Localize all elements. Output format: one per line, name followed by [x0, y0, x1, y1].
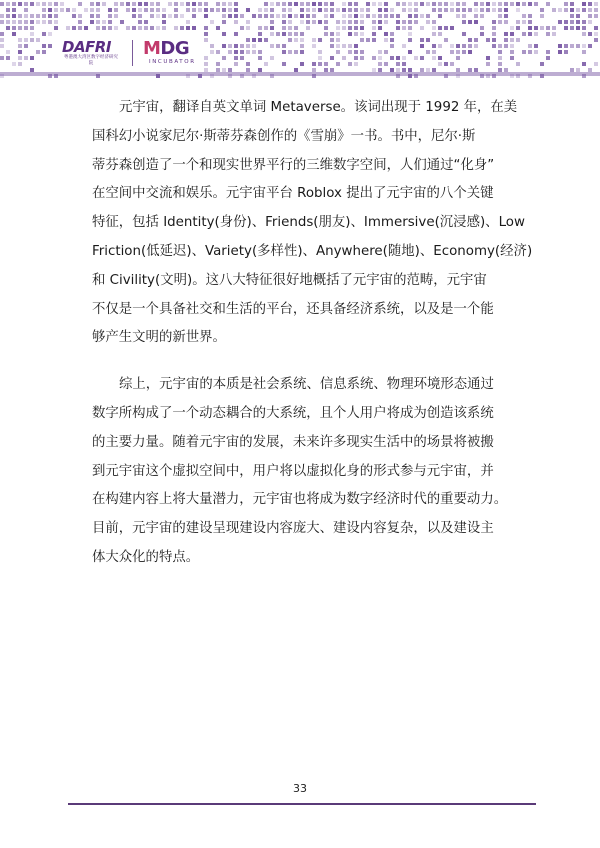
paragraph-metaverse-summary	[92, 371, 524, 573]
logo-divider	[132, 40, 133, 66]
page-body	[92, 94, 533, 573]
page-number: 33	[293, 782, 307, 795]
text-line: 目前，元宇宙的建设呈现建设内容庞大、建设内容复杂，以及建设主	[92, 521, 494, 537]
paragraph-metaverse-definition	[92, 94, 533, 353]
text-line: 蒂芬森创造了一个和现实世界平行的三维数字空间，人们通过“化身”	[92, 157, 495, 173]
mdg-incubator-logo	[143, 40, 196, 66]
text-line: 元宇宙，翻译自英文单词 Metaverse。该词出现于 1992 年，在美	[119, 100, 518, 115]
text-line: 够产生文明的新世界。	[92, 330, 226, 346]
dafri-logo	[62, 37, 120, 67]
dafri-logo-mark: DAFRI	[62, 37, 111, 56]
text-line: 在空间中交流和娱乐。元宇宙平台 Roblox 提出了元宇宙的八个关键	[92, 186, 494, 202]
footer-rule	[68, 803, 536, 805]
text-line: 体大众化的特点。	[92, 549, 200, 565]
text-line: 综上，元宇宙的本质是社会系统、信息系统、物理环境形态通过	[119, 377, 494, 393]
text-line: 到元宇宙这个虚拟空间中，用户将以虚拟化身的形式参与元宇宙，并	[92, 463, 494, 479]
text-line: 和 Civility(文明)。这八大特征很好地概括了元宇宙的范畴，元宇宙	[92, 272, 487, 288]
text-line: 特征，包括 Identity(身份)、Friends(朋友)、Immersive(沉浸感)、Low	[92, 215, 525, 231]
text-line: 国科幻小说家尼尔·斯蒂芬森创作的《雪崩》一书。书中，尼尔·斯	[92, 128, 476, 144]
text-line: 不仅是一个具备社交和生活的平台，还具备经济系统，以及是一个能	[92, 301, 494, 317]
text-line: Friction(低延迟)、Variety(多样性)、Anywhere(随地)、Economy(经济)	[92, 243, 533, 259]
dafri-logo-subtitle: 粤港澳大湾区数字经济研究院	[64, 54, 118, 66]
mdg-logo-mark: MDG	[143, 38, 190, 59]
header-logos	[62, 36, 196, 70]
text-line: 的主要力量。随着元宇宙的发展，未来许多现实生活中的场景将被搬	[92, 434, 494, 450]
text-line: 数字所构成了一个动态耦合的大系统，且个人用户将成为创造该系统	[92, 405, 494, 421]
mdg-logo-subtitle: INCUBATOR	[149, 59, 196, 65]
text-line: 在构建内容上将大量潜力，元宇宙也将成为数字经济时代的重要动力。	[92, 492, 508, 508]
